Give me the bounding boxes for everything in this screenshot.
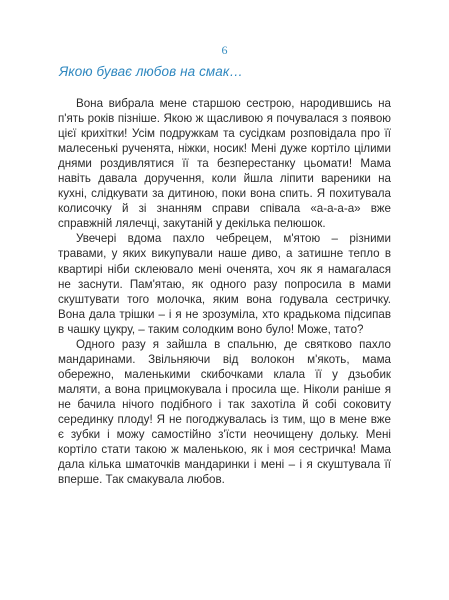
paragraph-3: Одного разу я зайшла в спальню, де святково пахло мандаринами. Звільняючи від волокон м'якоть, мама обережно, маленькими скибочками клала її у дзьобик маляти, а вона прицмокувала і просила ще. Ніколи раніше я не бачила нічого подібного і так захотіла й собі соковиту серединку плоду! Я не погоджувалась із тим, що в мене вже є зубки і можу самостійно з'їсти неочищену дольку. Мені кортіло стати такою ж маленькою, як і моя сестричка! Мама дала кілька шматочків мандаринки і мені – і я скуштувала її вперше. Так смакувала любов. bbox=[58, 337, 391, 487]
paragraph-1: Вона вибрала мене старшою сестрою, народившись на п'ять років пізніше. Якою ж щасливою я почувалася з появою цієї крихітки! Усім подружкам та сусідкам розповідала про її малесенькі рученята, ніжки, носик! Мені дуже кортіло цілими днями роздивлятися її та безперестанку цьомати! Мама навіть давала доручення, коли йшла ліпити вареники на кухні, слідкувати за дитиною, поки вона спить. Я похитувала колисочку й зі знанням справи співала «а-а-а-а» вже справжній лялечці, закутаній у декілька пелюшок. bbox=[58, 97, 391, 231]
chapter-heading: Якою буває любов на смак… bbox=[59, 64, 243, 79]
body-text bbox=[58, 96, 391, 487]
paragraph-2: Увечері вдома пахло чебрецем, м'ятою – різними травами, у яких викупували наше диво, а затишне тепло в квартирі ніби склеювало мені оченята, хоч як я намагалася не заснути. Пам'ятаю, як одного разу попросила в мами скуштувати того молочка, яким вона годувала сестричку. Вона дала трішки – і я не зрозуміла, хто крадькома підсипав в чашку цукру, – таким солодким воно було! Може, тато? bbox=[58, 232, 391, 336]
page-number: 6 bbox=[221, 43, 228, 57]
